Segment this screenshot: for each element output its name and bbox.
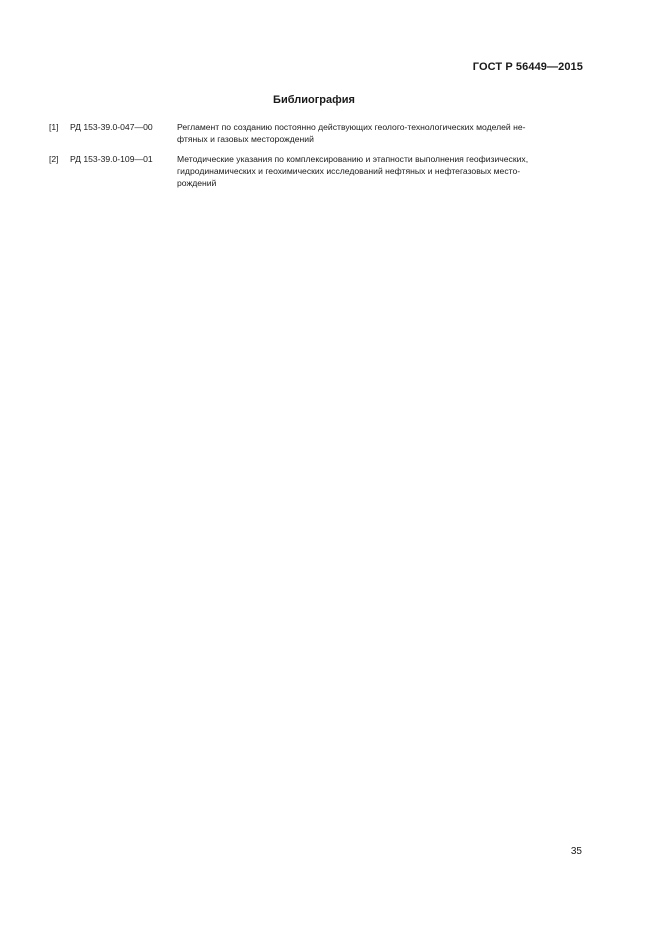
entry-title-line: рождений	[177, 178, 217, 188]
page-number: 35	[570, 846, 582, 857]
bibliography-list	[49, 121, 584, 197]
entry-title	[177, 153, 584, 189]
entry-title-line: Методические указания по комплексированию и этапности выполнения геофизических,	[177, 154, 529, 164]
entry-title-line: фтяных и газовых месторождений	[177, 134, 314, 144]
standard-id-header: ГОСТ Р 56449—2015	[472, 61, 583, 73]
entry-title	[177, 121, 584, 145]
entry-number: [1]	[49, 122, 59, 132]
section-title: Библиография	[273, 94, 355, 106]
entry-number: [2]	[49, 154, 59, 164]
bibliography-entry	[49, 121, 584, 145]
entry-title-line: Регламент по созданию постоянно действующих геолого-технологических моделей не-	[177, 122, 526, 132]
bibliography-entry	[49, 153, 584, 189]
entry-title-line: гидродинамических и геохимических исследований нефтяных и нефтегазовых место-	[177, 166, 521, 176]
entry-document-code: РД 153-39.0-047—00	[70, 122, 153, 132]
entry-document-code: РД 153-39.0-109—01	[70, 154, 153, 164]
